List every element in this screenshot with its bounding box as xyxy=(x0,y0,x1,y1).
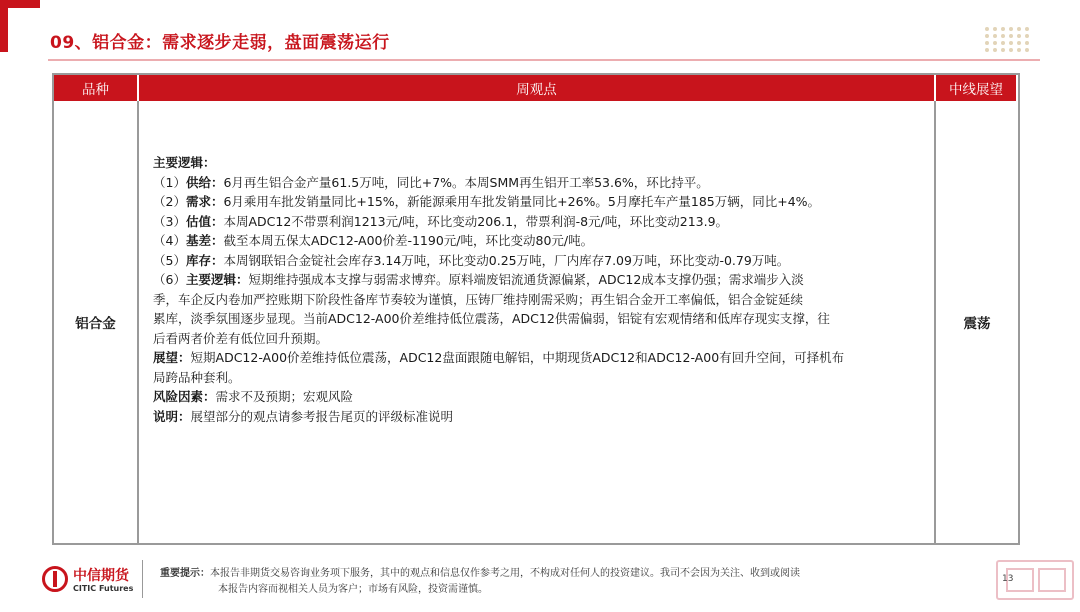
decorative-dot xyxy=(1009,41,1013,45)
disclaimer-line-1: 本报告非期货交易咨询业务项下服务，其中的观点和信息仅作参考之用，不构成对任何人的投资建议。我司不会因为关注、收到或阅读 xyxy=(210,568,800,579)
decorative-dot xyxy=(985,41,989,45)
view-line xyxy=(153,173,926,193)
decorative-dot xyxy=(993,27,997,31)
view-line-key: 估值： xyxy=(185,213,224,229)
view-line-text: 6月再生铝合金产量61.5万吨，同比+7%。本周SMM再生铝开工率53.6%，环比持平。 xyxy=(223,174,709,190)
cell-outlook: 震荡 xyxy=(963,316,991,332)
disclaimer-line-2: 本报告内容而视相关人员为客户；市场有风险，投资需谨慎。 xyxy=(218,584,488,595)
decorative-dot xyxy=(1017,27,1021,31)
corner-decoration xyxy=(0,0,40,60)
view-line-key: 库存： xyxy=(185,252,224,268)
view-line-text: 季，车企反内卷加严控账期下阶段性备库节奏较为谨慎，压铸厂维持刚需采购；再生铝合金开工率偏低，铝合金锭延续 xyxy=(153,291,804,307)
view-line-index: （5） xyxy=(153,252,186,268)
view-line xyxy=(153,153,926,173)
view-line xyxy=(153,290,926,310)
footer-divider xyxy=(142,560,143,598)
view-line xyxy=(153,368,926,388)
view-line-text: 累库，淡季氛围逐步显现。当前ADC12-A00价差维持低位震荡，ADC12供需偏弱，铝锭有宏观情绪和低库存现实支撑，往 xyxy=(153,311,830,326)
decorative-dot xyxy=(985,48,989,52)
decorative-dot xyxy=(1009,48,1013,52)
disclaimer xyxy=(160,566,920,598)
decorative-dot xyxy=(993,34,997,38)
view-line xyxy=(153,387,926,407)
decorative-dot xyxy=(1001,48,1005,52)
view-line xyxy=(153,309,926,329)
view-line-heading: 主要逻辑： xyxy=(153,155,216,170)
view-line-text: 本周钢联铝合金锭社会库存3.14万吨，环比变动0.25万吨，厂内库存7.09万吨，环比变动-0.79万吨。 xyxy=(223,252,790,268)
view-line-index: （1） xyxy=(153,174,186,190)
header-outlook: 中线展望 xyxy=(936,75,1018,101)
view-line xyxy=(153,329,926,349)
decorative-dot xyxy=(1009,34,1013,38)
view-line xyxy=(153,231,926,251)
view-line-text: 需求不及预期；宏观风险 xyxy=(215,389,354,404)
view-line-text: 6月乘用车批发销量同比+15%，新能源乘用车批发销量同比+26%。5月摩托车产量185万辆，同比+4%。 xyxy=(223,194,821,209)
view-line-key: 基差： xyxy=(185,233,224,248)
logo-english-name: CITIC Futures xyxy=(73,584,134,593)
view-line xyxy=(153,348,926,368)
view-line-text: 短期ADC12-A00价差维持低位震荡，ADC12盘面跟随电解铝，中期现货ADC12和ADC12-A00有回升空间，可择机布 xyxy=(190,350,845,365)
view-line xyxy=(153,270,926,290)
view-line-key: 主要逻辑： xyxy=(185,272,249,287)
header-weekly-view: 周观点 xyxy=(139,75,936,101)
view-line xyxy=(153,212,926,232)
decorative-dot xyxy=(1025,41,1029,45)
citic-logo-icon xyxy=(42,566,68,592)
view-line-index: （2） xyxy=(153,194,186,209)
decorative-dot xyxy=(1025,48,1029,52)
cell-weekly-view xyxy=(139,101,936,543)
decorative-dot xyxy=(1009,27,1013,31)
logo-chinese-name: 中信期货 xyxy=(73,568,129,584)
decorative-dot xyxy=(985,27,989,31)
title-divider xyxy=(48,59,1040,61)
view-line-index: （6） xyxy=(153,272,186,287)
page-number: 13 xyxy=(1002,574,1014,584)
view-line-text: 展望部分的观点请参考报告尾页的评级标准说明 xyxy=(190,408,454,424)
decorative-dot xyxy=(1017,48,1021,52)
view-line-text: 局跨品种套利。 xyxy=(153,369,241,385)
page-title: 09、铝合金：需求逐步走弱，盘面震荡运行 xyxy=(50,33,390,53)
decorative-dot xyxy=(1025,34,1029,38)
view-line xyxy=(153,192,926,212)
view-line-key: 供给： xyxy=(185,174,224,190)
view-line-text: 本周ADC12不带票利润1213元/吨，环比变动206.1，带票利润-8元/吨，环比变动213.9。 xyxy=(223,213,729,229)
decorative-dot xyxy=(993,48,997,52)
view-line-index: （4） xyxy=(153,233,186,248)
decorative-dot xyxy=(1025,27,1029,31)
view-line-key: 说明： xyxy=(153,408,191,424)
decorative-dots xyxy=(985,27,1033,55)
weekly-view-table xyxy=(52,73,1020,545)
decorative-dot xyxy=(985,34,989,38)
decorative-dot xyxy=(1001,41,1005,45)
header-variety: 品种 xyxy=(54,75,139,101)
decorative-dot xyxy=(993,41,997,45)
decorative-dot xyxy=(1001,34,1005,38)
view-line-key: 展望： xyxy=(153,350,191,365)
view-line-key: 风险因素： xyxy=(153,389,216,404)
decorative-dot xyxy=(1017,41,1021,45)
view-line-text: 截至本周五保太ADC12-A00价差-1190元/吨，环比变动80元/吨。 xyxy=(223,233,594,248)
decorative-dot xyxy=(1017,34,1021,38)
view-line xyxy=(153,407,926,427)
decorative-dot xyxy=(1001,27,1005,31)
disclaimer-label: 重要提示： xyxy=(160,568,210,579)
view-line-index: （3） xyxy=(153,213,186,229)
view-line-key: 需求： xyxy=(185,194,224,209)
view-line xyxy=(153,251,926,271)
cell-variety: 铝合金 xyxy=(54,101,139,543)
view-line-text: 后看两者价差有低位回升预期。 xyxy=(153,330,329,346)
citic-futures-logo xyxy=(42,564,138,600)
view-line-text: 短期维持强成本支撑与弱需求博弈。原料端废铝流通货源偏紧，ADC12成本支撑仍强；需求端步入淡 xyxy=(248,272,804,287)
